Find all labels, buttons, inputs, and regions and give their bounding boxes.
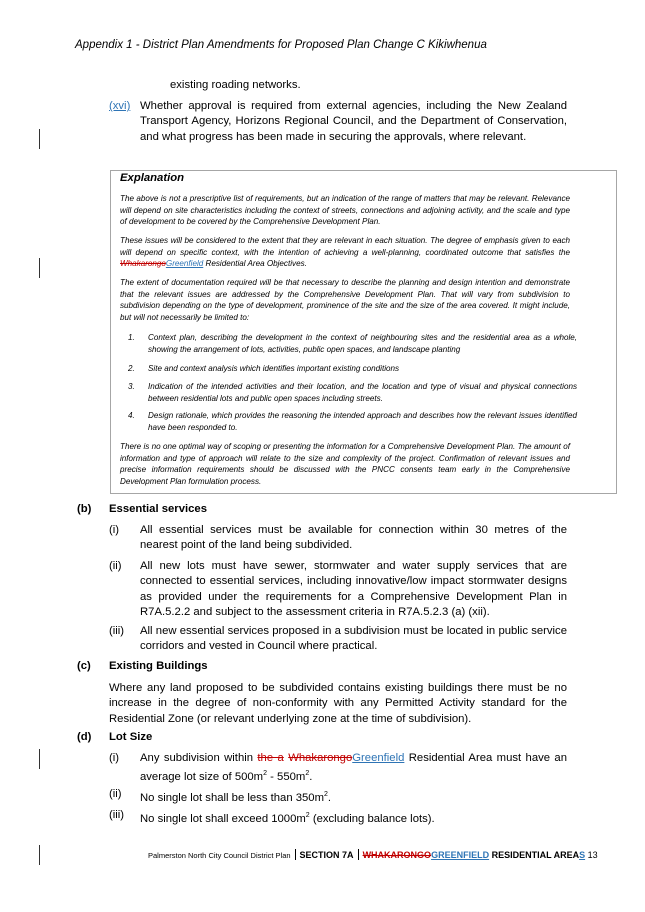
item-number: (ii) — [109, 788, 122, 800]
list-item: Site and context analysis which identifies important existing conditions — [148, 364, 400, 373]
deleted-text: Whakarongo — [120, 259, 166, 269]
deleted-text: Whakarongo — [288, 752, 353, 764]
change-bar — [39, 845, 40, 865]
explanation-title: Explanation — [120, 172, 185, 184]
superscript: 2 — [305, 770, 310, 778]
lot-size-item-iii — [140, 808, 567, 827]
inserted-text: Greenfield — [352, 752, 405, 764]
section-b-label: (b) — [77, 503, 92, 515]
item-xvi-text: Whether approval is required from external agencies, including the New Zealand Transport Agency, Horizons Regional Council, and the Department of Conservation, and what progress has been made in securing the approvals, where relevant. — [140, 100, 567, 143]
section-c-label: (c) — [77, 660, 91, 672]
change-bar — [39, 129, 40, 149]
superscript: 2 — [324, 791, 328, 798]
inserted-text: Greenfield — [165, 259, 204, 269]
item-text: All new lots must have sewer, stormwater and water supply services that are connected to essential services, including innovative/low impact stormwater designs as provided under the requirements for a Comprehensive Development Plan in R7A.5.2.2 and subject to the assessment criteria in R7A.5.2.3 (a) (xii). — [140, 560, 567, 619]
item-xvi-number: (xvi) — [109, 100, 131, 112]
lot-size-text: Any subdivision within — [140, 752, 258, 764]
item-number: (i) — [109, 524, 120, 536]
section-d-title: Lot Size — [109, 731, 153, 743]
list-item: Indication of the intended activities and their location, and the location and type of visual and physical connections between residential lots and public open spaces including streets. — [148, 382, 577, 403]
lot-size-text: No single lot shall be less than 350m — [140, 791, 324, 804]
footer-separator — [358, 849, 359, 860]
list-item: Context plan, describing the development in the context of neighbouring sites and the residential area as a whole, showing the arrangement of lots, activities, public open spaces, and landscape planting — [148, 333, 577, 354]
item-number: (i) — [109, 752, 120, 764]
item-number: (ii) — [109, 560, 122, 572]
item-number: (iii) — [109, 809, 125, 821]
explanation-paragraph-2 — [120, 235, 570, 270]
item-text: All essential services must be available for connection within 30 metres of the nearest point of the land being subdivided. — [140, 524, 567, 552]
superscript: 2 — [305, 812, 310, 819]
footer-deleted-text: WHAKARONGO — [362, 850, 432, 860]
lot-size-text: . — [327, 791, 332, 804]
lot-size-text: No single lot shall exceed 1000m — [140, 812, 306, 825]
explanation-paragraph-3: The extent of documentation required will be that necessary to describe the planning and design intention and demonstrate that the relevant issues are addressed by the Comprehensive Development Plan. That will vary from subdivision to subdivision depending on the type of development, prominence of the site and the size of the area covered. It might include, but will not necessarily be limited to: — [120, 278, 570, 323]
continued-line: existing roading networks. — [170, 79, 301, 91]
item-text: All new essential services proposed in a subdivision must be located in public service corridors and vested in Council where practical. — [140, 625, 567, 653]
section-c-title: Existing Buildings — [109, 660, 208, 672]
superscript: 2 — [263, 770, 267, 778]
lot-size-item-i — [140, 751, 567, 786]
page-header: Appendix 1 - District Plan Amendments for Proposed Plan Change C Kikiwhenua — [75, 39, 487, 51]
deleted-text: the a — [257, 752, 284, 764]
item-number: (iii) — [109, 625, 125, 637]
section-c-text: Where any land proposed to be subdivided contains existing buildings there must be no increase in the degree of non-conformity with any Permitted Activity standard for the Residential Zone (or relevant underlying zone at the time of subdivision). — [109, 682, 567, 725]
footer-section-name: RESIDENTIAL AREA — [489, 850, 580, 860]
lot-size-text: Residential Area must have an average lot size of 500m — [140, 752, 567, 784]
list-item: Design rationale, which provides the reasoning the intended approach and describes how the relevant issues identified have been responded to. — [148, 411, 577, 432]
lot-size-item-ii — [140, 787, 567, 806]
change-bar — [39, 258, 40, 278]
page-footer — [148, 849, 598, 860]
list-item-number: 1. — [128, 333, 135, 342]
footer-inserted-text: S — [579, 850, 586, 860]
list-item-number: 4. — [128, 411, 135, 420]
section-b-title: Essential services — [109, 503, 207, 515]
list-item-number: 3. — [128, 382, 135, 391]
list-item-number: 2. — [128, 364, 135, 373]
change-bar — [39, 749, 40, 769]
footer-separator — [295, 849, 296, 860]
explanation-p2-text-end: Residential Area Objectives. — [203, 259, 307, 269]
page-number: 13 — [587, 850, 598, 860]
footer-section: SECTION 7A — [299, 850, 354, 860]
footer-inserted-text: GREENFIELD — [431, 850, 490, 860]
section-d-label: (d) — [77, 731, 92, 743]
lot-size-text: - 550m — [267, 771, 306, 784]
explanation-paragraph-4: There is no one optimal way of scoping or presenting the information for a Comprehensive Development Plan. The amount of information and type of approach will relate to the size and complexity of the project. Confirmation of relevant issues and precise information requirements should be discussed with the PNCC consents team early in the Comprehensive Development Plan formulation process. — [120, 442, 570, 487]
footer-plan-name: Palmerston North City Council District Plan — [148, 851, 291, 860]
lot-size-text: (excluding balance lots). — [309, 812, 435, 825]
explanation-p2-text: These issues will be considered to the extent that they are relevant in each situation. The degree of emphasis given to each will depend on specific context, with the intention of achieving a well-planning, coordinated outcome that satisfies the — [120, 236, 570, 257]
explanation-paragraph-1: The above is not a prescriptive list of requirements, but an indication of the range of matters that may be relevant. Relevance will depend on site characteristics including the context of streets, connections and adjoining activity, and the scale and type of development to be covered by the Comprehensive Development Plan. — [120, 194, 570, 227]
lot-size-text: . — [309, 771, 313, 784]
